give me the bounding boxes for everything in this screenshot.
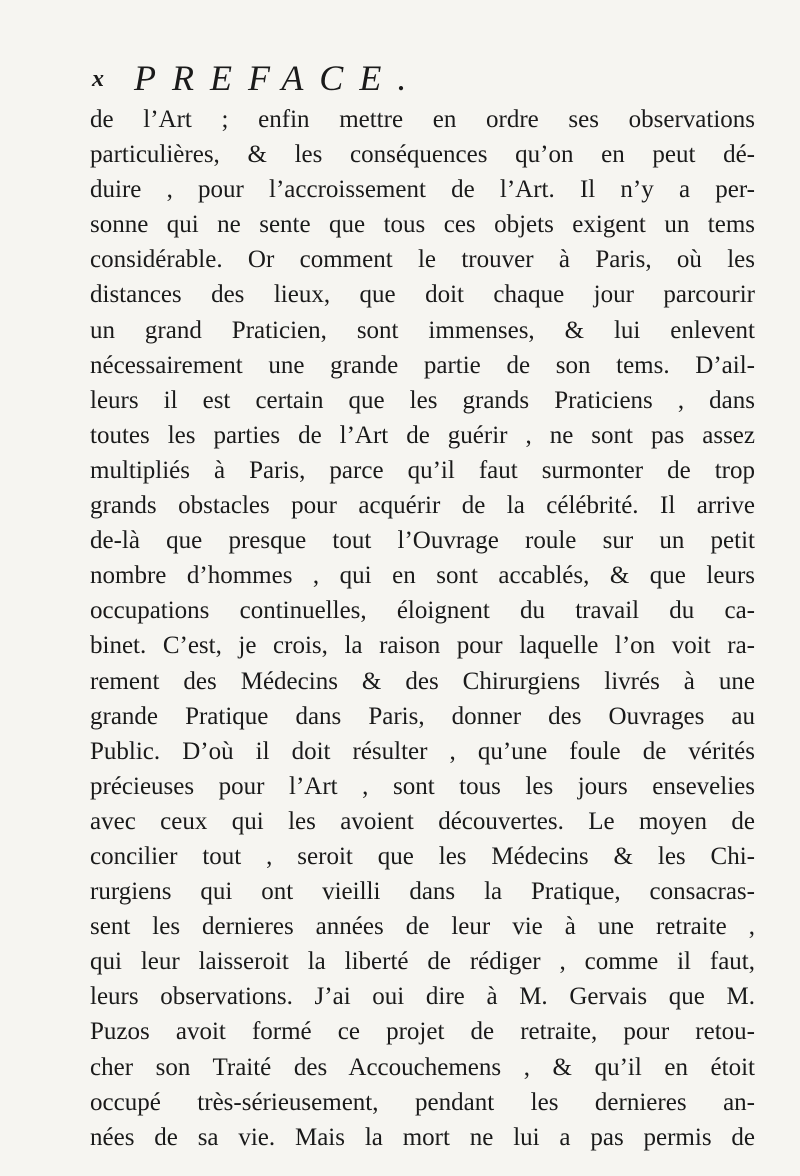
text-line: occupations continuelles, éloignent du travail du ca- [90, 597, 755, 625]
text-line: nées de sa vie. Mais la mort ne lui a pas permis de [90, 1123, 755, 1151]
text-line: grands obstacles pour acquérir de la célébrité. Il arrive [90, 492, 755, 520]
text-line: occupé très-sérieusement, pendant les dernieres an- [90, 1088, 755, 1116]
text-line: qui leur laisseroit la liberté de rédiger , comme il faut, [90, 948, 755, 976]
text-line: rement des Médecins & des Chirurgiens livrés à une [90, 667, 755, 695]
text-line: leurs il est certain que les grands Praticiens , dans [90, 386, 755, 414]
text-line: distances des lieux, que doit chaque jour parcourir [90, 281, 755, 309]
text-line: leurs observations. J’ai oui dire à M. Gervais que M. [90, 983, 755, 1011]
text-line: rurgiens qui ont vieilli dans la Pratique, consacras- [90, 878, 755, 906]
text-line: précieuses pour l’Art , sont tous les jours ensevelies [90, 772, 755, 800]
text-line: de l’Art ; enfin mettre en ordre ses observations [90, 106, 755, 133]
body-text [90, 102, 755, 1155]
text-line: nombre d’hommes , qui en sont accablés, & que leurs [90, 562, 755, 590]
text-line: concilier tout , seroit que les Médecins & les Chi- [90, 842, 755, 870]
text-line: particulières, & les conséquences qu’on en peut dé- [90, 141, 755, 169]
text-line: nécessairement une grande partie de son tems. D’ail- [90, 351, 755, 379]
text-line: considérable. Or comment le trouver à Paris, où les [90, 246, 755, 274]
text-line: duire , pour l’accroissement de l’Art. Il n’y a per- [90, 176, 755, 204]
text-line: sonne qui ne sente que tous ces objets exigent un tems [90, 211, 755, 239]
page-header [92, 58, 750, 98]
text-line: de-là que presque tout l’Ouvrage roule sur un petit [90, 527, 755, 555]
text-line: cher son Traité des Accouchemens , & qu’il en étoit [90, 1053, 755, 1081]
running-title: PREFACE. [134, 58, 423, 98]
page-signature-mark: x [92, 66, 104, 92]
text-line: un grand Praticien, sont immenses, & lui enlevent [90, 316, 755, 344]
text-line: grande Pratique dans Paris, donner des Ouvrages au [90, 702, 755, 730]
text-line: toutes les parties de l’Art de guérir , ne sont pas assez [90, 421, 755, 449]
text-line: binet. C’est, je crois, la raison pour laquelle l’on voit ra- [90, 632, 755, 660]
text-line: multipliés à Paris, parce qu’il faut surmonter de trop [90, 456, 755, 484]
text-line: Puzos avoit formé ce projet de retraite, pour retou- [90, 1018, 755, 1046]
text-line: avec ceux qui les avoient découvertes. Le moyen de [90, 807, 755, 835]
text-line: Public. D’où il doit résulter , qu’une foule de vérités [90, 737, 755, 765]
text-line: sent les dernieres années de leur vie à une retraite , [90, 913, 755, 941]
